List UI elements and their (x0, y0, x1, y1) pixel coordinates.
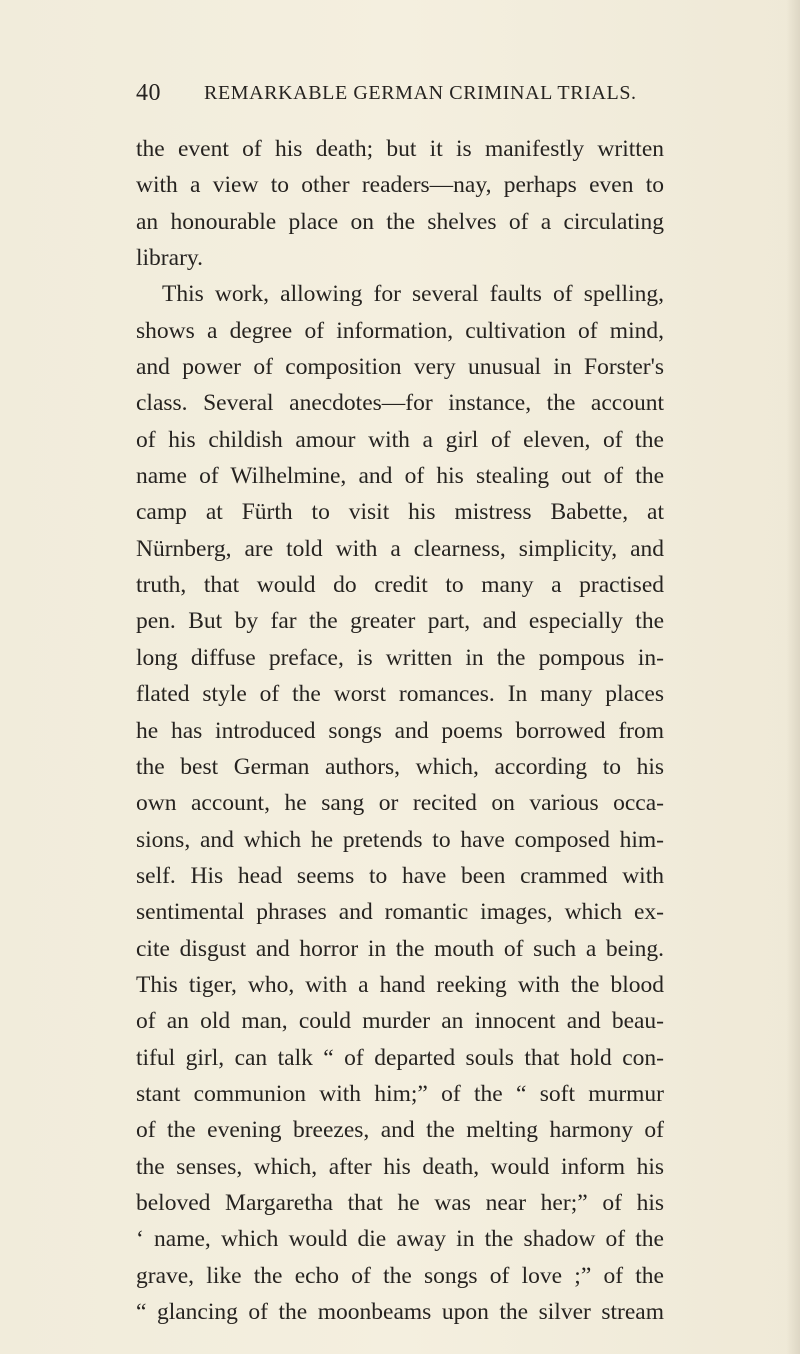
text-line: sentimental phrases and romantic images, which ex- (136, 899, 664, 926)
text-line: truth, that would do credit to many a practised (136, 572, 664, 599)
text-line: the senses, which, after his death, would inform his (136, 1153, 664, 1180)
text-line: of an old man, could murder an innocent and beau- (136, 1008, 664, 1035)
text-line: pen. But by far the greater part, and especially the (136, 608, 664, 635)
running-title: REMARKABLE GERMAN CRIMINAL TRIALS. (204, 82, 637, 104)
text-line: he has introduced songs and poems borrowed from (136, 717, 664, 744)
text-line: long diffuse preface, is written in the pompous in- (136, 644, 664, 671)
text-line: grave, like the echo of the songs of love ;” of the (136, 1262, 664, 1289)
text-line: Nürnberg, are told with a clearness, simplicity, and (136, 535, 664, 562)
page-number: 40 (136, 80, 161, 106)
text-line: This work, allowing for several faults of spelling, (162, 281, 664, 308)
text-line: ‘ name, which would die away in the shadow of the (136, 1226, 664, 1253)
text-line: self. His head seems to have been crammed with (136, 862, 664, 889)
body-text (136, 131, 664, 1330)
text-line: of his childish amour with a girl of eleven, of the (136, 426, 664, 453)
text-line: own account, he sang or recited on various occa- (136, 790, 664, 817)
text-line: “ glancing of the moonbeams upon the silver stream (136, 1299, 664, 1325)
page-edge-shadow (786, 0, 800, 1354)
text-line: the event of his death; but it is manifestly written (136, 136, 664, 162)
text-line: shows a degree of information, cultivation of mind, (136, 317, 664, 344)
text-line: the best German authors, which, according to his (136, 753, 664, 780)
running-head (136, 76, 664, 110)
text-line: stant communion with him;” of the “ soft murmur (136, 1080, 664, 1107)
text-line: cite disgust and horror in the mouth of such a being. (136, 935, 664, 962)
text-line: flated style of the worst romances. In many places (136, 681, 664, 708)
text-line: library. (136, 245, 203, 272)
text-line: of the evening breezes, and the melting harmony of (136, 1117, 664, 1144)
text-line: name of Wilhelmine, and of his stealing out of the (136, 463, 664, 490)
text-line: beloved Margaretha that he was near her;” of his (136, 1189, 664, 1216)
text-line: tiful girl, can talk “ of departed souls that hold con- (136, 1044, 664, 1071)
text-line: sions, and which he pretends to have composed him- (136, 826, 664, 853)
text-line: This tiger, who, with a hand reeking with the blood (136, 971, 664, 998)
text-line: an honourable place on the shelves of a circulating (136, 208, 664, 235)
text-line: camp at Fürth to visit his mistress Babette, at (136, 499, 664, 526)
text-line: class. Several anecdotes—for instance, the account (136, 390, 664, 417)
text-line: and power of composition very unusual in Forster's (136, 354, 664, 381)
text-line: with a view to other readers—nay, perhaps even to (136, 172, 664, 199)
